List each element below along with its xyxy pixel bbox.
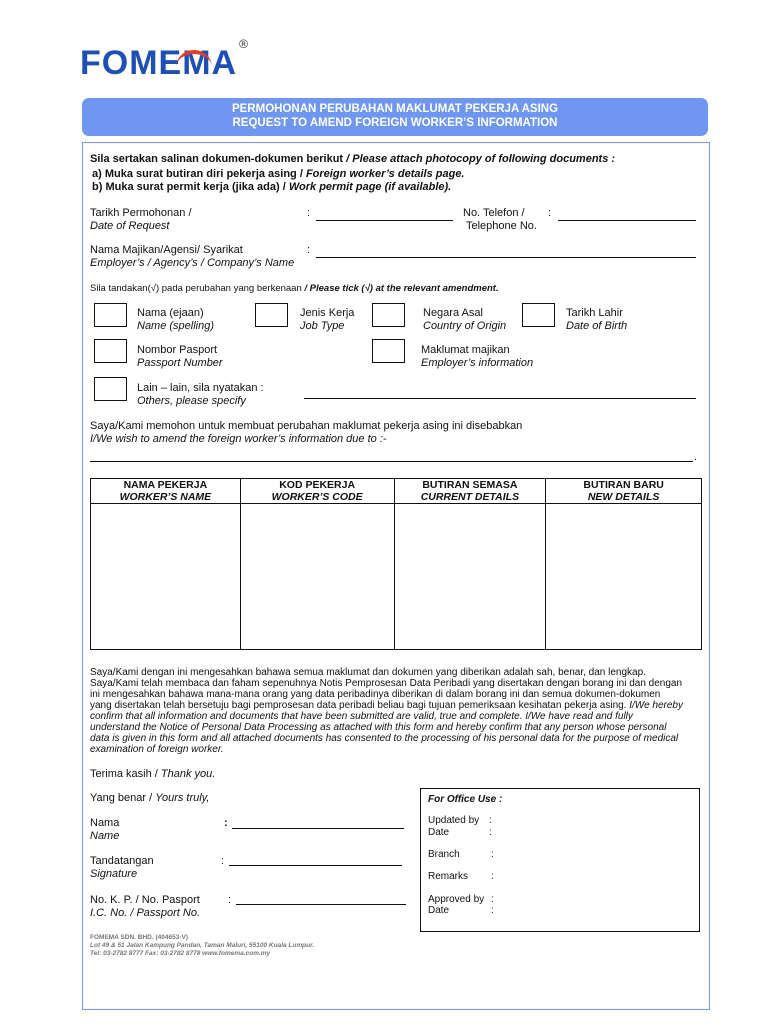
- logo-swoosh-icon: [176, 50, 212, 84]
- office-date-label: Date: [428, 827, 450, 838]
- option-job-english: Job Type: [300, 320, 345, 332]
- checkbox-employer-info[interactable]: [372, 339, 405, 363]
- telephone-field[interactable]: [558, 220, 696, 221]
- option-country-english: Country of Origin: [423, 320, 507, 332]
- header-new-english: NEW DETAILS: [587, 491, 660, 503]
- footer-company: FOMEMA SDN. BHD. (404653-V): [90, 934, 188, 941]
- office-colon: :: [491, 871, 494, 882]
- option-name-english: Name (spelling): [137, 320, 215, 332]
- attach-a-malay: a) Muka surat butiran diri pekerja asing /: [92, 168, 306, 180]
- phone-colon: :: [548, 207, 552, 219]
- checkbox-name-spelling[interactable]: [94, 303, 127, 327]
- header-worker-name-malay: NAMA PEKERJA: [123, 479, 208, 491]
- reason-line-end: .: [694, 451, 698, 463]
- employer-name-field[interactable]: [316, 257, 696, 258]
- fomema-logo: [80, 36, 249, 83]
- option-employer-english: Employer’s information: [421, 357, 534, 369]
- header-worker-name-english: WORKER’S NAME: [119, 491, 212, 503]
- header-worker-code-malay: KOD PEKERJA: [279, 479, 356, 491]
- yours-english: Yours truly,: [155, 792, 210, 804]
- form-title-english: REQUEST TO AMEND FOREIGN WORKER’S INFORMATION: [232, 117, 558, 129]
- phone-label-malay: No. Telefon /: [463, 207, 525, 219]
- declaration-line: Saya/Kami telah membaca dan faham sepenuhnya Notis Pemprosesan Data Peribadi yang disertakan dengan borang ini dan dengan: [90, 678, 683, 689]
- cell-worker-code[interactable]: [240, 504, 394, 650]
- footer-contact: Tel: 03-2782 8777 Fax: 03-2782 8778 www.fomema.com.my: [90, 950, 271, 957]
- option-passport-english: Passport Number: [137, 357, 223, 369]
- office-colon: :: [491, 849, 494, 860]
- header-current-details: [394, 479, 546, 504]
- header-new-details: [546, 479, 702, 504]
- signature-colon: :: [221, 855, 225, 867]
- attach-intro-english: / Please attach photocopy of following documents :: [343, 153, 616, 165]
- declaration-line: data is given in this form and all attached documents has consented to the processing of his personal data for the purpose of medical: [90, 733, 679, 744]
- name-label-malay: Nama: [90, 817, 120, 829]
- office-approved-by-label: Approved by: [428, 894, 485, 905]
- option-others-malay: Lain – lain, sila nyatakan :: [137, 382, 264, 394]
- option-employer-malay: Maklumat majikan: [421, 344, 510, 356]
- office-colon: :: [491, 894, 494, 905]
- date-of-request-field[interactable]: [316, 220, 453, 221]
- declaration-line: understand the Notice of Personal Data Processing as attached with this form and hereby confirm that any person whose personal: [90, 722, 667, 733]
- option-dob-malay: Tarikh Lahir: [566, 307, 623, 319]
- tick-instruction: [90, 282, 499, 295]
- office-date2-label: Date: [428, 905, 450, 916]
- office-colon: :: [489, 815, 492, 826]
- attach-item-b: [92, 181, 451, 194]
- office-use-box: [420, 788, 700, 932]
- declaration-english-start: I/We hereby: [629, 700, 683, 711]
- date-label-malay: Tarikh Permohonan /: [90, 207, 192, 219]
- signature-field[interactable]: [229, 865, 402, 866]
- office-use-title: For Office Use :: [428, 794, 503, 805]
- signature-label-english: Signature: [90, 868, 138, 880]
- reason-field[interactable]: [90, 461, 693, 462]
- employer-label-english: Employer’s / Agency’s / Company’s Name: [90, 257, 295, 269]
- registered-mark: ®: [239, 36, 249, 51]
- name-label-english: Name: [90, 830, 120, 842]
- attach-intro-malay: Sila sertakan salinan dokumen-dokumen berikut: [90, 153, 344, 165]
- tick-instruction-english: / Please tick (√) at the relevant amendment.: [301, 283, 499, 294]
- others-specify-field[interactable]: [304, 398, 696, 399]
- attach-b-english: Work permit page (if available).: [288, 181, 452, 193]
- checkbox-date-of-birth[interactable]: [522, 303, 555, 327]
- option-name-malay: Nama (ejaan): [137, 307, 204, 319]
- attach-instruction: [90, 153, 615, 166]
- declaration-line: ini mengesahkan bahawa mana-mana orang yang data peribadinya diberikan di dalam borang ini dan semua dokumen-dokumen: [90, 689, 661, 700]
- yours-malay: Yang benar /: [90, 792, 156, 804]
- header-new-malay: BUTIRAN BARU: [583, 479, 664, 491]
- checkbox-others[interactable]: [94, 377, 127, 401]
- header-current-english: CURRENT DETAILS: [420, 491, 520, 503]
- header-worker-name: [91, 479, 241, 504]
- office-colon: :: [491, 905, 494, 916]
- phone-label-english: Telephone No.: [466, 220, 537, 232]
- cell-worker-name[interactable]: [91, 504, 241, 650]
- option-job-malay: Jenis Kerja: [300, 307, 355, 319]
- checkbox-country-origin[interactable]: [372, 303, 405, 327]
- office-remarks-label: Remarks: [428, 871, 469, 882]
- cell-current-details[interactable]: [394, 504, 546, 650]
- footer-address: Lot 49 & 51 Jalan Kampung Pandan, Taman Maluri, 55100 Kuala Lumpur.: [90, 942, 315, 949]
- reason-label-malay: Saya/Kami memohon untuk membuat perubahan maklumat pekerja asing ini disebabkan: [90, 420, 523, 432]
- ic-label-malay: No. K. P. / No. Pasport: [90, 894, 200, 906]
- yours-truly: [90, 792, 209, 805]
- form-title-malay: PERMOHONAN PERUBAHAN MAKLUMAT PEKERJA ASING: [231, 103, 559, 115]
- header-current-malay: BUTIRAN SEMASA: [422, 479, 518, 491]
- option-dob-english: Date of Birth: [566, 320, 628, 332]
- logo-text: FOMEMA: [80, 44, 238, 82]
- signature-label-malay: Tandatangan: [90, 855, 154, 867]
- option-passport-malay: Nombor Pasport: [137, 344, 218, 356]
- declaration-line: examination of foreign worker.: [90, 744, 224, 755]
- checkbox-passport-number[interactable]: [94, 339, 127, 363]
- thanks-malay: Terima kasih /: [90, 768, 161, 780]
- cell-new-details[interactable]: [546, 504, 702, 650]
- option-others-english: Others, please specify: [137, 395, 246, 407]
- office-colon: :: [489, 827, 492, 838]
- thanks-english: Thank you.: [160, 768, 216, 780]
- attach-a-english: Foreign worker’s details page.: [305, 168, 465, 180]
- header-worker-code: [240, 479, 394, 504]
- ic-passport-field[interactable]: [236, 904, 406, 905]
- attach-b-malay: b) Muka surat permit kerja (jika ada) /: [92, 181, 289, 193]
- thank-you: [90, 768, 215, 781]
- office-updated-by-label: Updated by: [428, 815, 480, 826]
- attach-item-a: [92, 168, 465, 181]
- table-row: [91, 504, 702, 650]
- office-branch-label: Branch: [428, 849, 460, 860]
- declaration-line: confirm that all information and documents that have been submitted are valid, true and complete. I/We have read and fully: [90, 711, 633, 722]
- option-country-malay: Negara Asal: [423, 307, 483, 319]
- declaration-line: Saya/Kami dengan ini mengesahkan bahawa semua maklumat dan dokumen yang diberikan adalah sah, benar, dan lengkap.: [90, 667, 646, 678]
- ic-colon: :: [228, 894, 232, 906]
- reason-label-english: I/We wish to amend the foreign worker’s information due to :-: [90, 433, 387, 445]
- declaration-malay-end: yang disertakan telah bersetuju bagi pemprosesan data peribadi beliau bagi tujuan pemeriksaan kesihatan pekerja asing.: [90, 700, 630, 711]
- date-colon: :: [307, 207, 311, 219]
- header-worker-code-english: WORKER’S CODE: [271, 491, 363, 503]
- employer-colon: :: [307, 244, 311, 256]
- signatory-name-field[interactable]: [232, 828, 404, 829]
- table-header-row: [91, 479, 702, 504]
- checkbox-job-type[interactable]: [255, 303, 288, 327]
- amendment-table: [90, 478, 702, 650]
- form-title-banner: [82, 98, 708, 136]
- employer-label-malay: Nama Majikan/Agensi/ Syarikat: [90, 244, 243, 256]
- date-label-english: Date of Request: [90, 220, 170, 232]
- name-colon: :: [224, 817, 228, 829]
- tick-instruction-malay: Sila tandakan(√) pada perubahan yang berkenaan: [90, 283, 302, 294]
- ic-label-english: I.C. No. / Passport No.: [90, 907, 201, 919]
